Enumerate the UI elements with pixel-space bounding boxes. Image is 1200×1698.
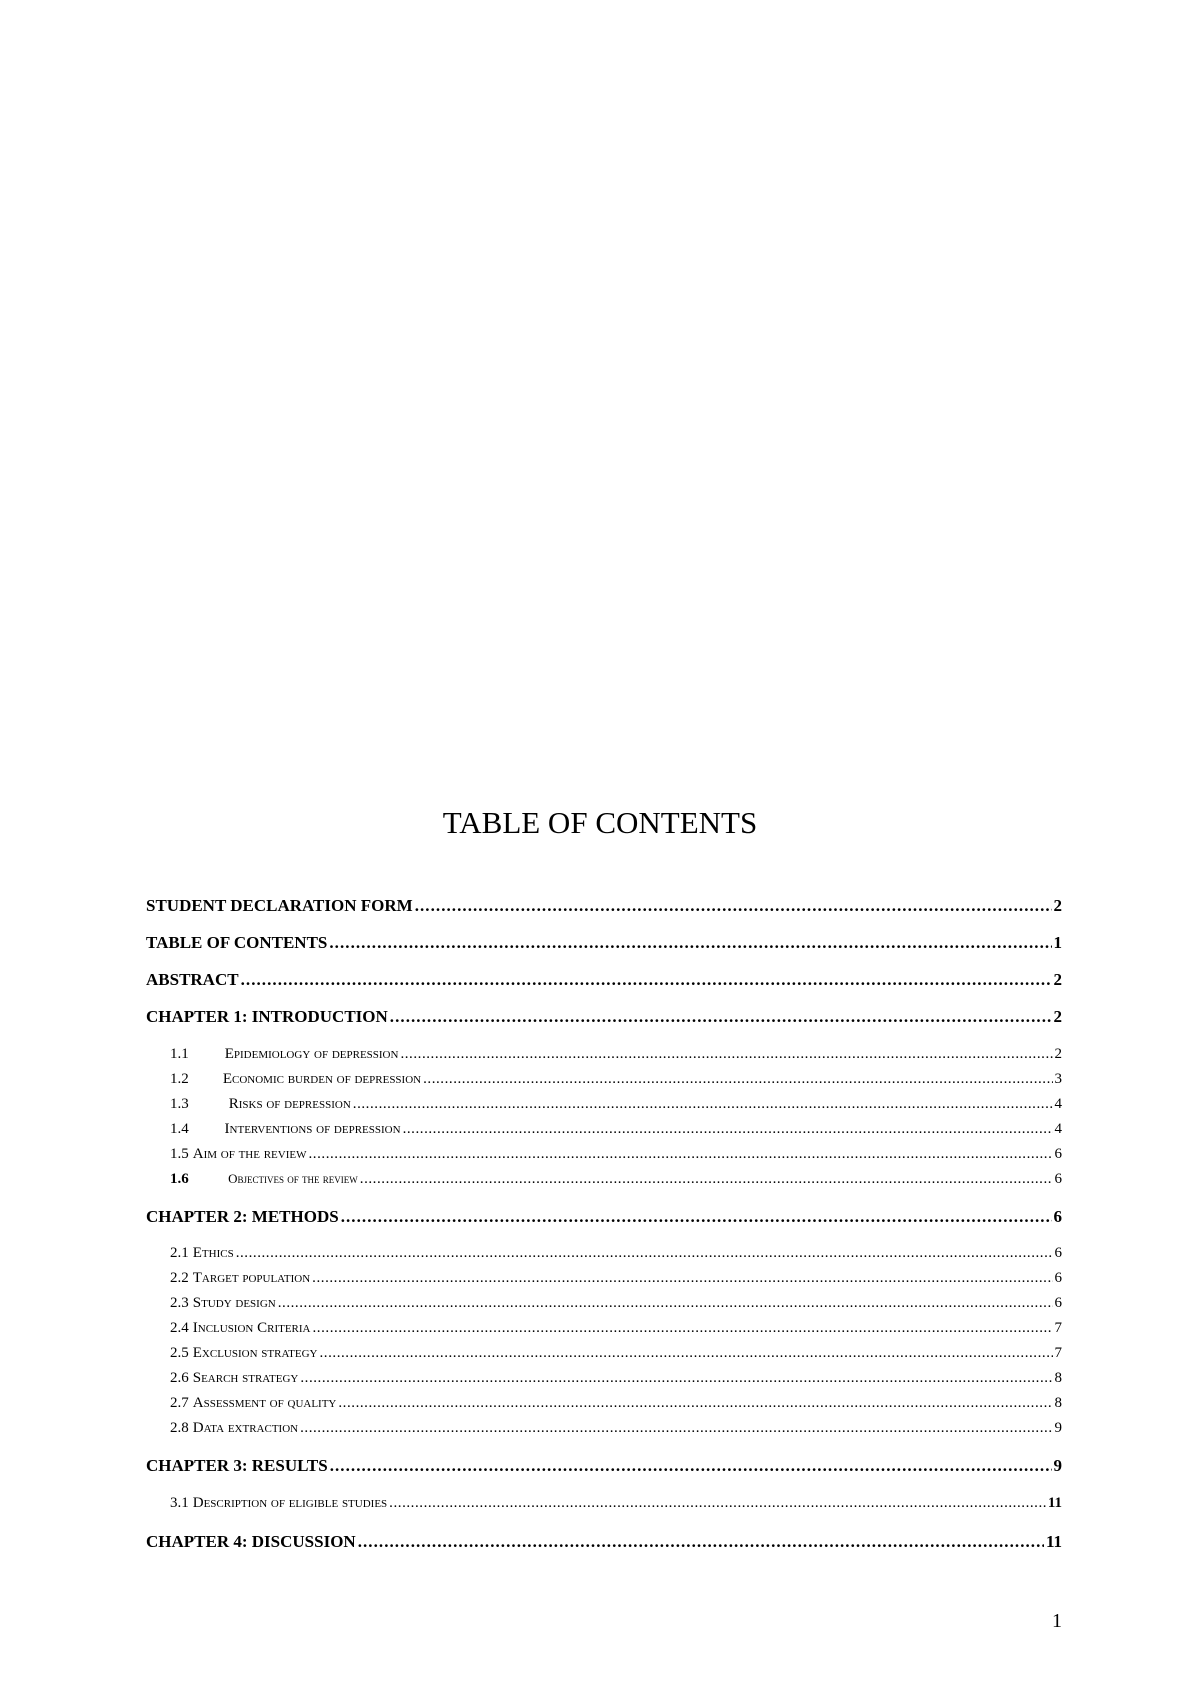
toc-entry-label: CHAPTER 4: DISCUSSION xyxy=(146,1532,356,1551)
toc-entry-number: 2.1 xyxy=(170,1245,189,1261)
toc-entry-2-2[interactable] xyxy=(146,1270,1062,1289)
toc-entry-number: 1.2 xyxy=(170,1071,189,1087)
toc-entry-label: CHAPTER 2: METHODS xyxy=(146,1207,339,1226)
toc-leader-dots xyxy=(313,1320,1053,1337)
toc-leader-dots xyxy=(389,1495,1046,1512)
toc-entry-page: 2 xyxy=(1053,896,1062,915)
toc-entry-number: 2.7 xyxy=(170,1395,189,1411)
toc-leader-dots xyxy=(300,1420,1052,1437)
toc-entry-2-4[interactable] xyxy=(146,1320,1062,1339)
page-number: 1 xyxy=(1052,1610,1062,1632)
toc-entry-2-7[interactable] xyxy=(146,1395,1062,1414)
toc-entry-2-6[interactable] xyxy=(146,1370,1062,1389)
toc-entry-student-declaration[interactable] xyxy=(146,896,1062,918)
toc-entry-page: 9 xyxy=(1054,1420,1062,1436)
toc-entry-page: 7 xyxy=(1054,1345,1062,1361)
toc-entry-label: ABSTRACT xyxy=(146,970,239,989)
toc-entry-label: Assessment of quality xyxy=(192,1395,337,1411)
toc-entry-chapter-1[interactable] xyxy=(146,1007,1062,1029)
toc-entry-page: 8 xyxy=(1054,1370,1062,1386)
toc-leader-dots xyxy=(403,1121,1053,1138)
toc-entry-number: 1.5 xyxy=(170,1146,189,1162)
toc-leader-dots xyxy=(278,1295,1053,1312)
toc-entry-page: 6 xyxy=(1054,1270,1062,1286)
toc-entry-1-5[interactable] xyxy=(146,1146,1062,1165)
toc-entry-2-1[interactable] xyxy=(146,1245,1062,1264)
toc-leader-dots xyxy=(320,1345,1053,1362)
toc-entry-table-of-contents[interactable] xyxy=(146,933,1062,955)
toc-entry-label: Ethics xyxy=(192,1245,234,1261)
toc-entry-page: 6 xyxy=(1054,1171,1062,1187)
toc-entry-abstract[interactable] xyxy=(146,970,1062,992)
toc-entry-label: Study design xyxy=(192,1295,276,1311)
toc-entry-chapter-3[interactable] xyxy=(146,1456,1062,1478)
toc-entry-page: 1 xyxy=(1053,933,1062,952)
toc-entry-page: 3 xyxy=(1054,1071,1062,1087)
toc-entry-label: STUDENT DECLARATION FORM xyxy=(146,896,413,915)
toc-entry-chapter-2[interactable] xyxy=(146,1207,1062,1229)
toc-entry-page: 6 xyxy=(1054,1295,1062,1311)
toc-entry-label: Aim of the review xyxy=(192,1146,307,1162)
toc-leader-dots xyxy=(390,1007,1052,1027)
toc-entry-page: 6 xyxy=(1054,1146,1062,1162)
toc-entry-number: 2.8 xyxy=(170,1420,189,1436)
toc-entry-label: Economic burden of depression xyxy=(222,1071,422,1087)
toc-entry-number: 2.5 xyxy=(170,1345,189,1361)
toc-leader-dots xyxy=(415,896,1052,916)
toc-leader-dots xyxy=(341,1207,1052,1227)
toc-entry-page: 11 xyxy=(1047,1495,1062,1511)
toc-entry-label: CHAPTER 1: INTRODUCTION xyxy=(146,1007,388,1026)
toc-entry-page: 9 xyxy=(1053,1456,1062,1475)
toc-entry-number: 2.4 xyxy=(170,1320,189,1336)
toc-entry-2-3[interactable] xyxy=(146,1295,1062,1314)
toc-entry-page: 2 xyxy=(1053,970,1062,989)
toc-entry-1-4[interactable] xyxy=(146,1121,1062,1140)
toc-entry-label: Risks of depression xyxy=(228,1096,351,1112)
toc-entry-number: 1.4 xyxy=(170,1121,189,1137)
toc-entry-page: 2 xyxy=(1053,1007,1062,1026)
toc-leader-dots xyxy=(312,1270,1052,1287)
toc-entry-number: 2.2 xyxy=(170,1270,189,1286)
toc-leader-dots xyxy=(338,1395,1052,1412)
toc-entry-label: Interventions of depression xyxy=(224,1121,401,1137)
toc-entry-page: 11 xyxy=(1045,1532,1062,1551)
toc-entry-page: 2 xyxy=(1054,1046,1062,1062)
toc-entry-1-1[interactable] xyxy=(146,1046,1062,1065)
toc-leader-dots xyxy=(400,1046,1052,1063)
toc-leader-dots xyxy=(309,1146,1053,1163)
toc-entry-number: 3.1 xyxy=(170,1495,189,1511)
toc-title: TABLE OF CONTENTS xyxy=(442,805,758,840)
toc-entry-page: 7 xyxy=(1054,1320,1062,1336)
toc-entry-label: Epidemiology of depression xyxy=(224,1046,399,1062)
toc-entry-number: 1.6 xyxy=(170,1171,189,1187)
toc-entry-label: Objectives of the review xyxy=(228,1171,358,1186)
toc-entry-page: 4 xyxy=(1054,1096,1062,1112)
toc-entry-1-3[interactable] xyxy=(146,1096,1062,1115)
toc-entry-number: 1.3 xyxy=(170,1096,189,1112)
toc-leader-dots xyxy=(353,1096,1053,1113)
toc-entry-page: 4 xyxy=(1054,1121,1062,1137)
toc-entry-number: 2.3 xyxy=(170,1295,189,1311)
toc-leader-dots xyxy=(300,1370,1052,1387)
toc-entry-page: 8 xyxy=(1054,1395,1062,1411)
toc-leader-dots xyxy=(241,970,1052,990)
toc-entry-number: 1.1 xyxy=(170,1046,189,1062)
toc-entry-2-8[interactable] xyxy=(146,1420,1062,1439)
toc-entry-1-6[interactable] xyxy=(146,1171,1062,1190)
toc-entry-label: TABLE OF CONTENTS xyxy=(146,933,328,952)
toc-entry-3-1[interactable] xyxy=(146,1495,1062,1514)
toc-entry-label: Exclusion strategy xyxy=(192,1345,318,1361)
toc-leader-dots xyxy=(330,1456,1052,1476)
toc-leader-dots xyxy=(360,1171,1053,1188)
toc-entry-label: Data extraction xyxy=(192,1420,299,1436)
toc-entry-2-5[interactable] xyxy=(146,1345,1062,1364)
toc-entry-label: Inclusion Criteria xyxy=(192,1320,311,1336)
toc-entry-label: Description of eligible studies xyxy=(192,1495,388,1511)
toc-entry-page: 6 xyxy=(1054,1245,1062,1261)
toc-entry-label: Search strategy xyxy=(192,1370,299,1386)
toc-leader-dots xyxy=(329,933,1051,953)
toc-entry-page: 6 xyxy=(1053,1207,1062,1226)
toc-leader-dots xyxy=(236,1245,1053,1262)
toc-entry-chapter-4[interactable] xyxy=(146,1532,1062,1554)
toc-leader-dots xyxy=(423,1071,1052,1088)
toc-entry-label: Target population xyxy=(192,1270,311,1286)
toc-entry-label: CHAPTER 3: RESULTS xyxy=(146,1456,328,1475)
toc-leader-dots xyxy=(358,1532,1044,1552)
toc-entry-number: 2.6 xyxy=(170,1370,189,1386)
toc-entry-1-2[interactable] xyxy=(146,1071,1062,1090)
